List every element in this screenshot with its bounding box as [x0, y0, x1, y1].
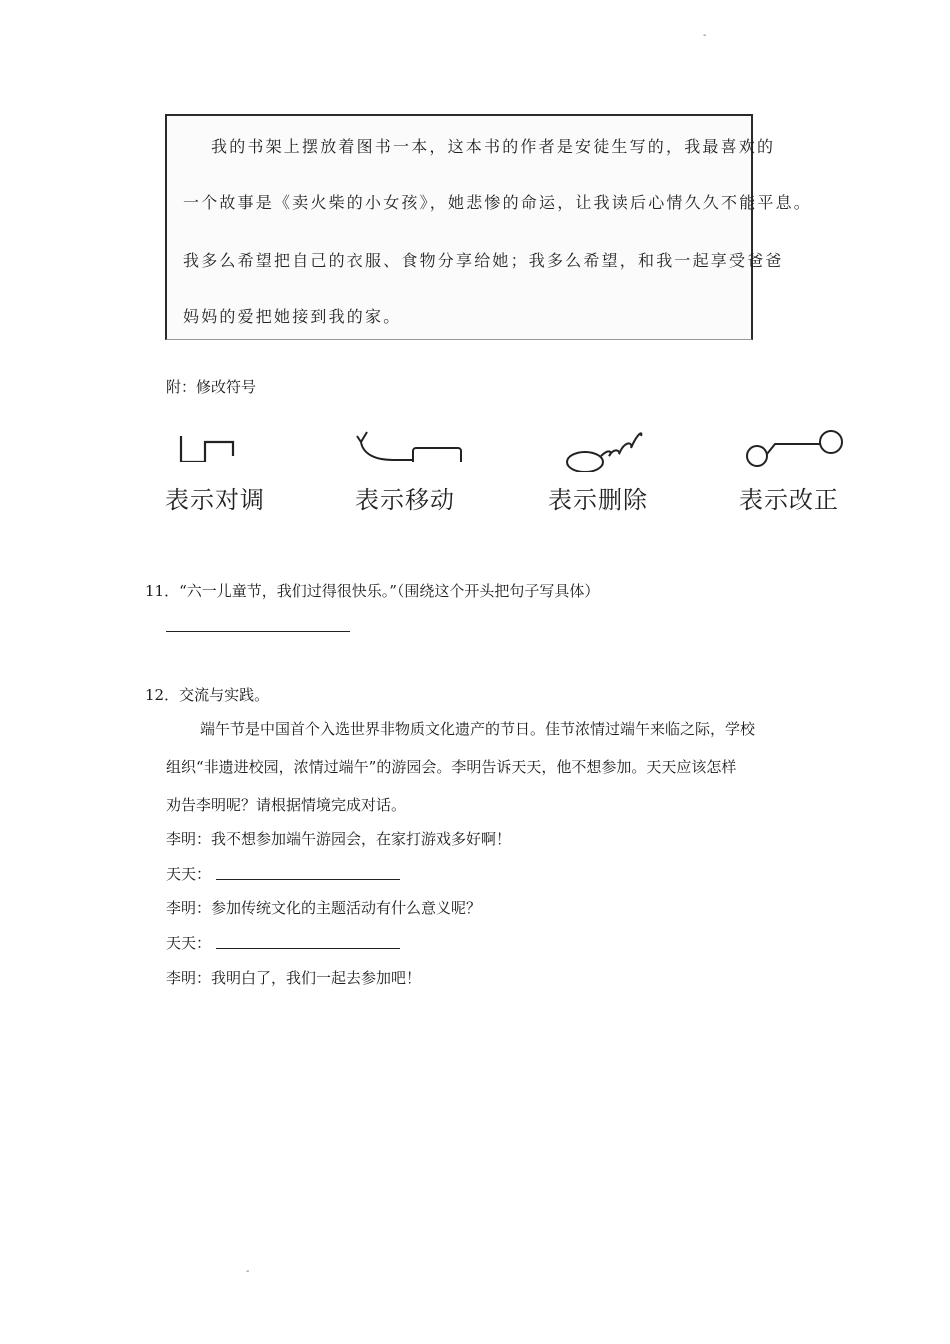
- correct-symbol-icon: [745, 422, 845, 472]
- question-12-number: 12．: [145, 686, 180, 704]
- footer-mark: -: [246, 1266, 250, 1277]
- symbol-correct-label: 表示改正: [739, 486, 839, 514]
- attachment-label: 附：修改符号: [166, 378, 257, 396]
- question-12-para-3: 劝告李明呢？请根据情境完成对话。: [166, 796, 407, 814]
- passage-line-1: 我的书架上摆放着图书一本，这本书的作者是安徒生写的，我最喜欢的: [211, 137, 776, 156]
- question-12-title: 交流与实践。: [179, 686, 270, 704]
- dialog-line-1: 李明：我不想参加端午游园会，在家打游戏多好啊！: [166, 830, 512, 848]
- question-11-number: 11．: [145, 582, 180, 600]
- passage-line-4: 妈妈的爱把她接到我的家。: [183, 307, 402, 326]
- symbol-correct: [739, 408, 875, 516]
- question-11: [145, 580, 599, 601]
- delete-symbol-icon: [563, 422, 653, 472]
- symbol-delete-label: 表示删除: [548, 486, 648, 514]
- passage-line-2: 一个故事是《卖火柴的小女孩》，她悲惨的命运，让我读后心情久久不能平息。: [183, 193, 813, 212]
- passage-line-3: 我多么希望把自己的衣服、食物分享给她；我多么希望，和我一起享受爸爸: [183, 251, 784, 270]
- dialog-line-2: 天天：: [166, 865, 212, 883]
- dialog-answer-line-2[interactable]: [216, 948, 400, 949]
- symbol-move: [353, 408, 483, 516]
- question-12: [145, 684, 269, 705]
- move-symbol-icon: [353, 422, 473, 462]
- correction-symbols: [165, 408, 845, 516]
- symbol-move-label: 表示移动: [355, 486, 455, 514]
- swap-symbol-icon: [175, 422, 245, 462]
- dialog-line-5: 李明：我明白了，我们一起去参加吧！: [166, 969, 422, 987]
- symbol-delete: [548, 408, 693, 516]
- scanned-passage: [165, 114, 813, 340]
- question-11-answer-line[interactable]: [166, 631, 350, 632]
- question-11-text: “六一儿童节，我们过得很快乐。”（围绕这个开头把句子写具体）: [179, 582, 600, 600]
- dialog-line-4: 天天：: [166, 934, 212, 952]
- question-12-para-1: 端午节是中国首个入选世界非物质文化遗产的节日。佳节浓情过端午来临之际，学校: [200, 720, 756, 738]
- question-12-para-2: 组织“非遗进校园，浓情过端午”的游园会。李明告诉天天，他不想参加。天天应该怎样: [166, 758, 737, 776]
- symbol-swap-label: 表示对调: [165, 486, 265, 514]
- dialog-answer-line-1[interactable]: [216, 879, 400, 880]
- symbol-swap: [165, 408, 305, 516]
- header-mark: -: [703, 30, 707, 41]
- dialog-line-3: 李明：参加传统文化的主题活动有什么意义呢？: [166, 899, 482, 917]
